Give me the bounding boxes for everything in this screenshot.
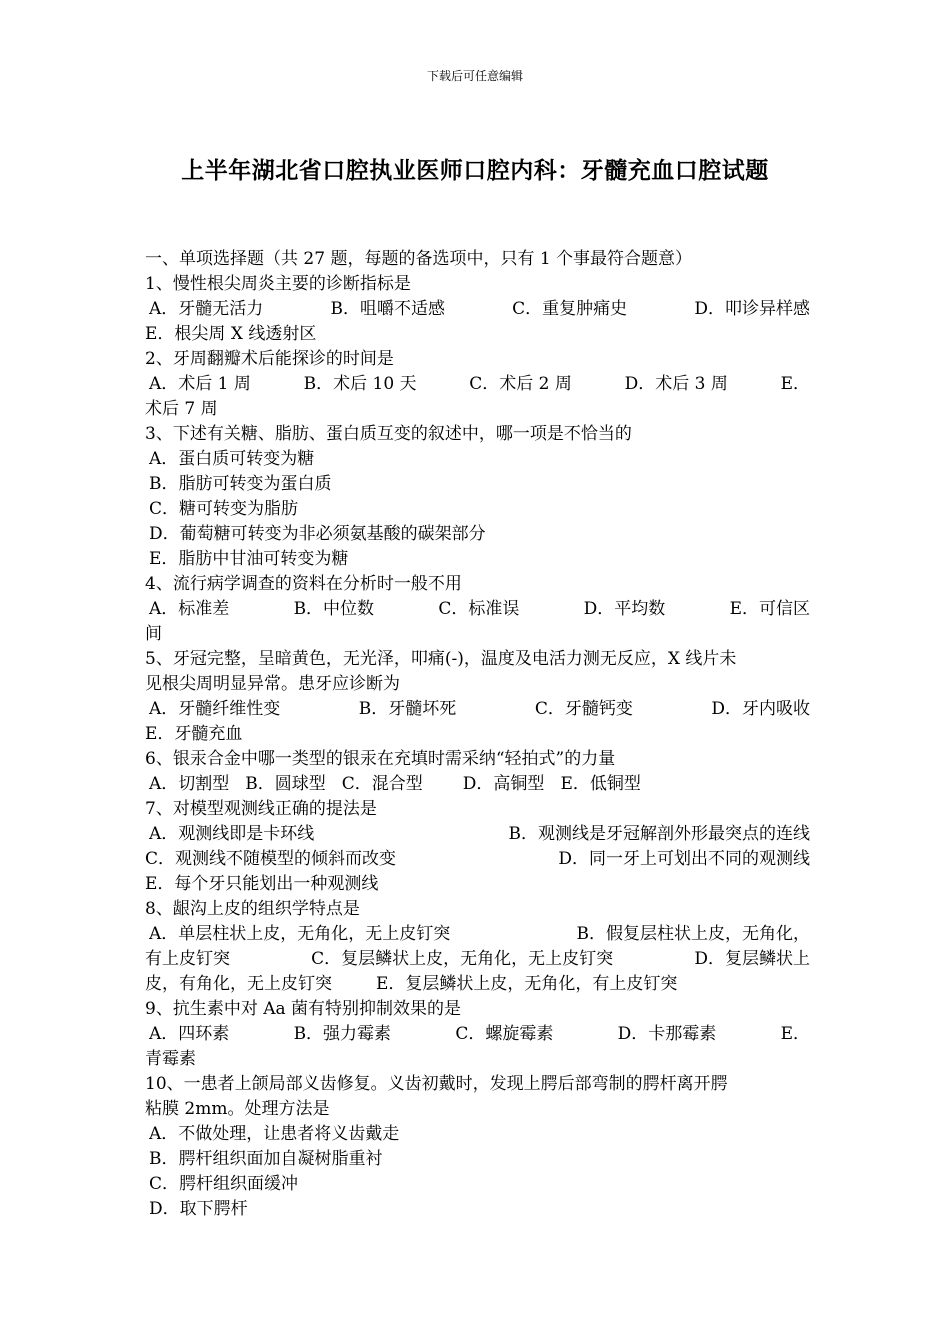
option-row — [145, 922, 810, 947]
option: D．同一牙上可划出不同的观测线 — [558, 849, 810, 869]
option: B．腭杆组织面加自凝树脂重衬 — [149, 1149, 383, 1169]
option-row — [145, 972, 810, 997]
option: B．牙髓坏死 — [358, 699, 457, 719]
option: D．高铜型 — [462, 774, 545, 794]
option: B．假复层柱状上皮，无角化， — [576, 924, 810, 944]
option: E． — [780, 1024, 810, 1044]
question-stem: 3、下述有关糖、脂肪、蛋白质互变的叙述中，哪一项是不恰当的 — [145, 424, 632, 444]
option: C．术后 2 周 — [469, 374, 572, 394]
question-stem: 1、慢性根尖周炎主要的诊断指标是 — [145, 274, 411, 294]
option: B．圆球型 — [245, 774, 326, 794]
option-row — [145, 947, 810, 972]
option: A．四环素 — [149, 1024, 230, 1044]
option: E． — [780, 374, 810, 394]
option: E．低铜型 — [560, 774, 641, 794]
option: B．脂肪可转变为蛋白质 — [149, 474, 332, 494]
option: E．牙髓充血 — [145, 724, 243, 744]
option: A．不做处理，让患者将义齿戴走 — [149, 1124, 400, 1144]
option: E．复层鳞状上皮，无角化，有上皮钉突 — [376, 974, 678, 994]
option: E．每个牙只能划出一种观测线 — [145, 874, 379, 894]
option: D．葡萄糖可转变为非必须氨基酸的碳架部分 — [149, 524, 486, 544]
option: A．牙髓纤维性变 — [149, 699, 281, 719]
document-title: 上半年湖北省口腔执业医师口腔内科：牙髓充血口腔试题 — [181, 157, 769, 184]
option-row — [145, 847, 810, 872]
option: C．糖可转变为脂肪 — [149, 499, 299, 519]
option-row — [145, 297, 810, 322]
question-stem: 9、抗生素中对 Aa 菌有特别抑制效果的是 — [145, 999, 462, 1019]
option: D．复层鳞状上 — [694, 949, 810, 969]
question-stem: 6、银汞合金中哪一类型的银汞在充填时需采纳“轻拍式”的力量 — [145, 749, 616, 769]
option: A．切割型 — [149, 774, 230, 794]
option: D．牙内吸收 — [711, 699, 810, 719]
option-row — [145, 597, 810, 622]
option: C．标准误 — [438, 599, 520, 619]
option: E．可信区 — [729, 599, 810, 619]
option: E．根尖周 X 线透射区 — [145, 324, 317, 344]
option: 有上皮钉突 — [145, 949, 230, 969]
option-row — [145, 822, 810, 847]
option-row — [145, 697, 810, 722]
question-stem-continuation: 见根尖周明显异常。患牙应诊断为 — [145, 674, 400, 694]
option: A．单层柱状上皮，无角化，无上皮钉突 — [149, 924, 451, 944]
option-row — [145, 772, 810, 797]
question-stem-continuation: 粘膜 2mm。处理方法是 — [145, 1099, 330, 1119]
option: C．牙髓钙变 — [534, 699, 633, 719]
option: B．中位数 — [293, 599, 375, 619]
option: B．强力霉素 — [293, 1024, 392, 1044]
option: D．卡那霉素 — [617, 1024, 717, 1044]
option: C．混合型 — [341, 774, 423, 794]
option: A．蛋白质可转变为糖 — [149, 449, 315, 469]
question-stem: 2、牙周翻瓣术后能探诊的时间是 — [145, 349, 394, 369]
section-heading: 一、单项选择题（共 27 题，每题的备选项中，只有 1 个事最符合题意） — [145, 249, 693, 269]
option: D．术后 3 周 — [624, 374, 728, 394]
option: 皮，有角化，无上皮钉突 — [145, 974, 332, 994]
option: D．叩诊异样感 — [694, 299, 810, 319]
option-continuation: 间 — [145, 624, 162, 644]
option-continuation: 术后 7 周 — [145, 399, 218, 419]
option: C．重复肿痛史 — [512, 299, 628, 319]
option: C．腭杆组织面缓冲 — [149, 1174, 299, 1194]
question-stem: 10、一患者上颌局部义齿修复。义齿初戴时，发现上腭后部弯制的腭杆离开腭 — [145, 1074, 728, 1094]
option: A．术后 1 周 — [149, 374, 251, 394]
option: A．标准差 — [149, 599, 230, 619]
option: C．复层鳞状上皮，无角化，无上皮钉突 — [311, 949, 614, 969]
option: D．取下腭杆 — [149, 1199, 248, 1219]
option-continuation: 青霉素 — [145, 1049, 196, 1069]
option: C．观测线不随模型的倾斜而改变 — [145, 849, 397, 869]
option: E．脂肪中甘油可转变为糖 — [149, 549, 349, 569]
question-list — [145, 247, 810, 1222]
option-row — [145, 1022, 810, 1047]
option: B．观测线是牙冠解剖外形最突点的连线 — [508, 824, 810, 844]
option-row — [145, 372, 810, 397]
option: A．观测线即是卡环线 — [149, 824, 315, 844]
option: A．牙髓无活力 — [149, 299, 264, 319]
question-stem: 8、龈沟上皮的组织学特点是 — [145, 899, 360, 919]
question-stem: 7、对模型观测线正确的提法是 — [145, 799, 377, 819]
question-stem: 4、流行病学调查的资料在分析时一般不用 — [145, 574, 462, 594]
option: C．螺旋霉素 — [455, 1024, 554, 1044]
option: B．术后 10 天 — [303, 374, 417, 394]
option: B．咀嚼不适感 — [330, 299, 445, 319]
question-stem: 5、牙冠完整，呈暗黄色，无光泽，叩痛(-)，温度及电活力测无反应，X 线片未 — [145, 649, 737, 669]
header-note: 下载后可任意编辑 — [426, 69, 523, 83]
option: D．平均数 — [583, 599, 666, 619]
